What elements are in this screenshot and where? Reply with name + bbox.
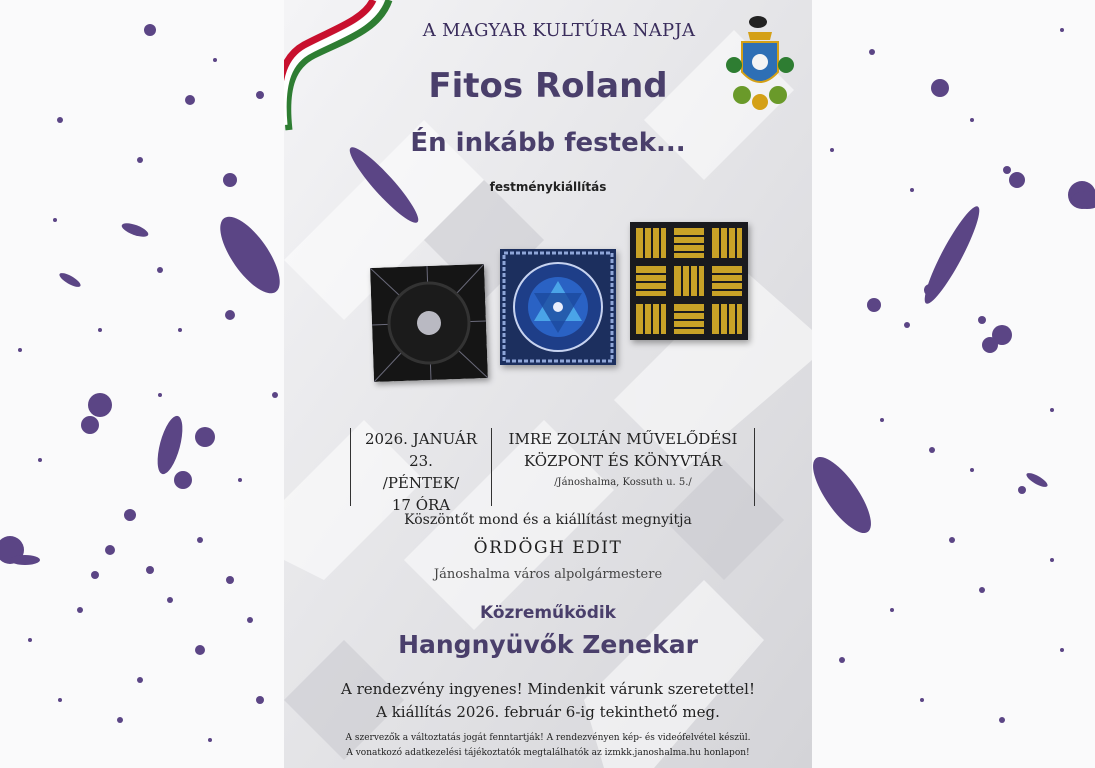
opening-text: Köszöntőt mond és a kiállítást megnyitja	[404, 512, 692, 528]
performers-label: Közreműködik	[479, 603, 616, 623]
blue-mandala-painting	[500, 249, 616, 365]
venue-name-line2: KÖZPONT ÉS KÖNYVTÁR	[523, 452, 723, 470]
paint-splatter-decoration	[0, 0, 284, 768]
free-entry-notice	[284, 678, 812, 724]
disclaimer-line1: A szervezők a változtatás jogát fenntartják! A rendezvényen kép- és videófelvétel készül.	[345, 733, 751, 743]
gold-grid-painting	[630, 222, 748, 340]
exhibition-title: Én inkább festek...	[410, 128, 686, 158]
event-date: 2026. JANUÁR 23.	[365, 430, 477, 470]
disclaimer	[284, 731, 812, 761]
right-splatter-panel	[812, 0, 1095, 768]
venue-name-line1: IMRE ZOLTÁN MŰVELŐDÉSI	[508, 430, 738, 448]
artist-name: Fitos Roland	[428, 66, 668, 106]
venue-address: /Jánoshalma, Kossuth u. 5./	[554, 477, 692, 488]
opener-role: Jánoshalma város alpolgármestere	[433, 567, 663, 582]
free-entry-line: A rendezvény ingyenes! Mindenkit várunk szeretettel!	[341, 680, 755, 698]
paint-splatter-decoration	[812, 0, 1095, 768]
opener-name: ÖRDÖGH EDIT	[473, 538, 623, 558]
left-splatter-panel	[0, 0, 284, 768]
performers-name: Hangnyüvők Zenekar	[398, 630, 698, 659]
event-time: 17 ÓRA	[391, 496, 451, 514]
event-weekday: /PÉNTEK/	[382, 474, 460, 492]
dark-circle-painting	[370, 264, 488, 382]
disclaimer-line2: A vonatkozó adatkezelési tájékoztatók megtalálhatók az izmkk.janoshalma.hu honlapon!	[346, 748, 750, 758]
exhibition-type: festménykiállítás	[489, 180, 607, 194]
event-title: A MAGYAR KULTÚRA NAPJA	[422, 20, 696, 41]
divider-right	[754, 428, 755, 506]
exhibition-end-line: A kiállítás 2026. február 6-ig tekinthető meg.	[376, 703, 720, 721]
event-venue-block	[492, 428, 754, 494]
event-poster	[284, 0, 812, 768]
event-date-block	[351, 428, 491, 516]
